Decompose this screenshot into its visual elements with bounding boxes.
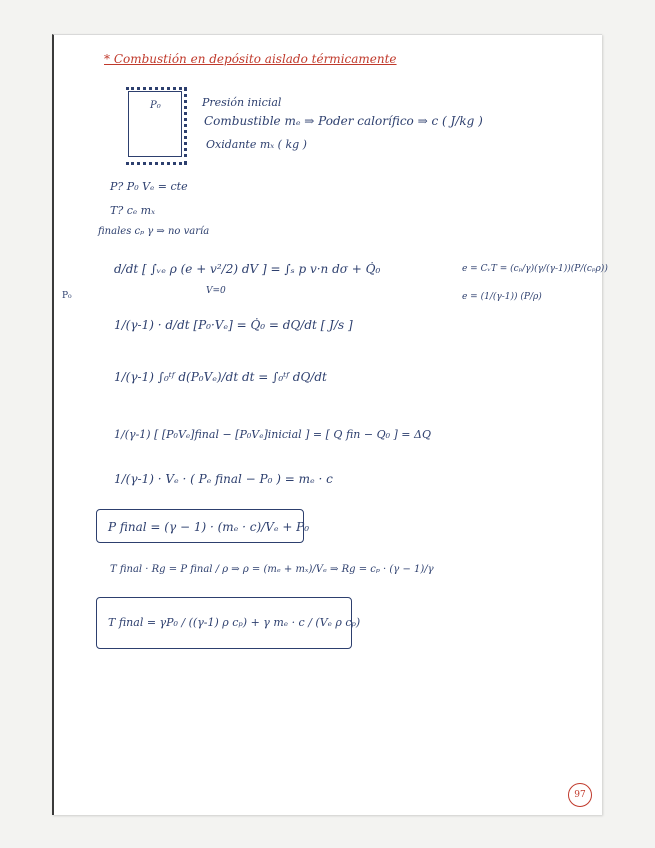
p-final-equation: P final = (γ − 1) · (mₑ · c)/Vₑ + P₀ <box>108 520 310 534</box>
setup-line-1: Presión inicial <box>202 96 282 109</box>
page-number: 97 <box>568 783 592 807</box>
energy-equation: d/dt [ ∫ᵥₑ ρ (e + v²/2) dV ] = ∫ₛ p v·n dσ + Q̇₀ <box>114 262 381 276</box>
margin-note: P₀ <box>62 291 72 301</box>
t-final-relations: T final · Rg = P final / ρ ⇒ ρ = (mₑ + mₓ)/Vₑ ⇒ Rg = cₚ · (γ − 1)/γ <box>110 564 434 575</box>
setup-line-3: Oxidante mₓ ( kg ) <box>206 138 307 151</box>
equation-5: 1/(γ-1) · Vₑ · ( Pₑ final − P₀ ) = mₑ · c <box>114 472 333 486</box>
equation-3: 1/(γ-1) ∫₀ᵗᶠ d(P₀Vₑ)/dt dt = ∫₀ᵗᶠ dQ/dt <box>114 370 327 384</box>
page-title: * Combustión en depósito aislado térmicamente <box>104 52 397 66</box>
energy-note-v: V=0 <box>206 286 226 296</box>
setup-line-2: Combustible mₑ ⇒ Poder calorífico ⇒ c ( J/kg ) <box>204 114 483 128</box>
equation-4: 1/(γ-1) [ [P₀Vₑ]final − [P₀Vₑ]inicial ] = [ Q fin − Q₀ ] = ΔQ <box>114 428 431 441</box>
question-3: finales cₚ γ ⇒ no varía <box>98 226 210 237</box>
question-2: T? cₑ mₓ <box>110 204 155 217</box>
t-final-equation: T final = γP₀ / ((γ-1) ρ cₚ) + γ mₑ · c / (Vₑ ρ cₚ) <box>108 616 361 629</box>
internal-energy-def-2: e = (1/(γ-1)) (P/ρ) <box>462 292 542 302</box>
question-1: P? P₀ Vₑ = cte <box>110 180 188 193</box>
notebook-page <box>52 34 608 815</box>
equation-2: 1/(γ-1) · d/dt [P₀·Vₑ] = Q̇₀ = dQ/dt [ J/s ] <box>114 318 353 332</box>
tank-label: P₀ <box>150 100 161 111</box>
internal-energy-def: e = CᵥT = (cₚ/γ)(γ/(γ-1))(P/(cₚρ)) <box>462 264 608 274</box>
